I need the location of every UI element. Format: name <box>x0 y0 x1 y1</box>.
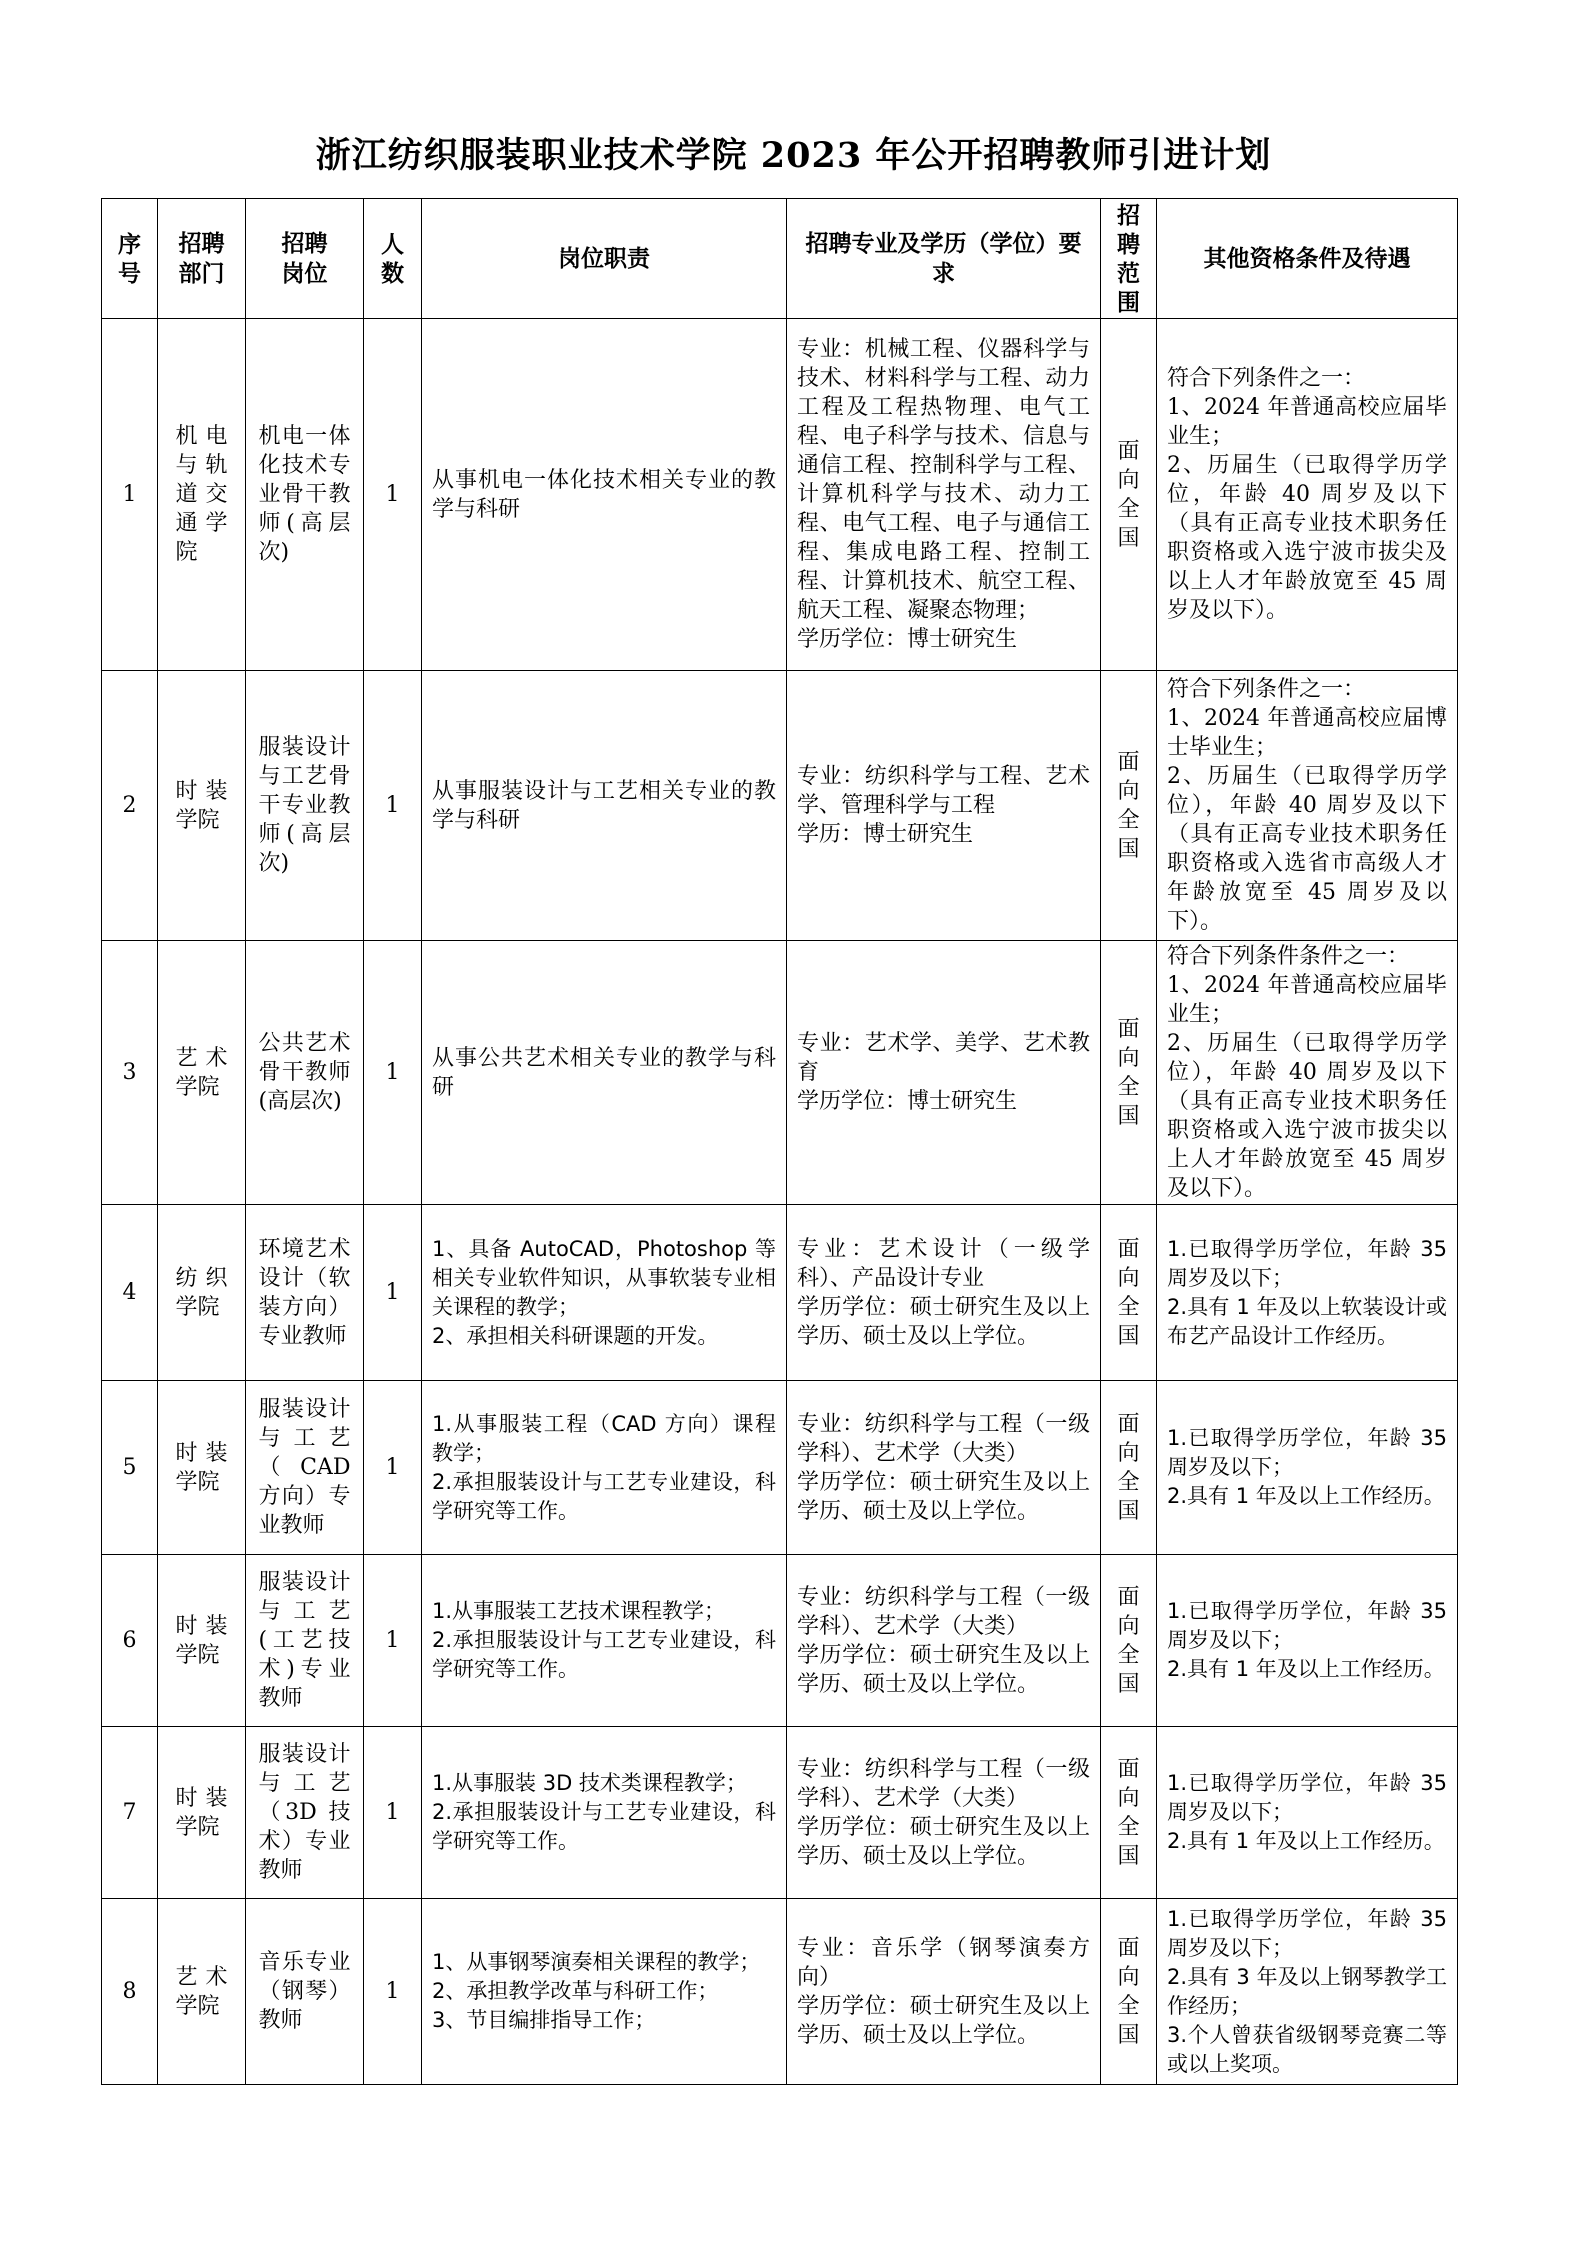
row-other: 1.已取得学历学位，年龄 35 周岁及以下； 2.具有 3 年及以上钢琴教学工作经历； 3.个人曾获省级钢琴竞赛二等或以上奖项。 <box>1157 1899 1458 2085</box>
row-duty: 从事公共艺术相关专业的教学与科研 <box>422 941 787 1205</box>
row-count: 1 <box>364 1727 422 1899</box>
row-other: 1.已取得学历学位，年龄 35 周岁及以下； 2.具有 1 年及以上工作经历。 <box>1157 1555 1458 1727</box>
row-major: 专业：机械工程、仪器科学与技术、材料科学与工程、动力工程及工程热物理、电气工程、电子科学与技术、信息与通信工程、控制科学与工程、计算机科学与技术、动力工程、电气工程、电子与通信工程、集成电路工程、控制工程、计算机技术、航空工程、航天工程、凝聚态物理； 学历学位：博士研究生 <box>787 319 1101 671</box>
row-post: 环境艺术设计（软装方向）专业教师 <box>246 1205 364 1381</box>
row-major: 专业：艺术学、美学、艺术教育 学历学位：博士研究生 <box>787 941 1101 1205</box>
header-post: 招聘岗位 <box>246 199 364 319</box>
row-dept: 时装学院 <box>158 1727 246 1899</box>
row-count: 1 <box>364 941 422 1205</box>
row-number: 4 <box>102 1205 158 1381</box>
row-dept: 时装学院 <box>158 1381 246 1555</box>
row-post: 服装设计与工艺(工艺技术)专业教师 <box>246 1555 364 1727</box>
row-count: 1 <box>364 1381 422 1555</box>
row-scope: 面向全国 <box>1101 1555 1157 1727</box>
row-other: 1.已取得学历学位，年龄 35 周岁及以下； 2.具有 1 年及以上工作经历。 <box>1157 1381 1458 1555</box>
row-post: 机电一体化技术专业骨干教师(高层次) <box>246 319 364 671</box>
row-dept: 时装学院 <box>158 671 246 941</box>
row-scope: 面向全国 <box>1101 1381 1157 1555</box>
row-major: 专业：纺织科学与工程（一级学科）、艺术学（大类） 学历学位：硕士研究生及以上学历、硕士及以上学位。 <box>787 1555 1101 1727</box>
row-number: 8 <box>102 1899 158 2085</box>
table-row <box>102 671 1458 941</box>
row-other: 符合下列条件条件之一： 1、2024 年普通高校应届毕业生； 2、历届生（已取得学历学位），年龄 40 周岁及以下（具有正高专业技术职务任职资格或入选宁波市拔尖以上人才年龄放宽至 45 周岁及以下）。 <box>1157 941 1458 1205</box>
row-duty: 从事服装设计与工艺相关专业的教学与科研 <box>422 671 787 941</box>
row-other: 1.已取得学历学位，年龄 35 周岁及以下； 2.具有 1 年及以上工作经历。 <box>1157 1727 1458 1899</box>
row-number: 2 <box>102 671 158 941</box>
row-scope: 面向全国 <box>1101 1727 1157 1899</box>
row-number: 7 <box>102 1727 158 1899</box>
header-count: 人数 <box>364 199 422 319</box>
row-number: 3 <box>102 941 158 1205</box>
header-major: 招聘专业及学历（学位）要求 <box>787 199 1101 319</box>
row-other: 符合下列条件之一： 1、2024 年普通高校应届博士毕业生； 2、历届生（已取得学历学位），年龄 40 周岁及以下（具有正高专业技术职务任职资格或入选省市高级人才年龄放宽至 45 周岁及以下）。 <box>1157 671 1458 941</box>
row-duty: 1.从事服装 3D 技术类课程教学； 2.承担服装设计与工艺专业建设，科学研究等工作。 <box>422 1727 787 1899</box>
table-row <box>102 1381 1458 1555</box>
row-major: 专业：纺织科学与工程、艺术学、管理科学与工程 学历：博士研究生 <box>787 671 1101 941</box>
row-count: 1 <box>364 319 422 671</box>
row-major: 专业：音乐学（钢琴演奏方向） 学历学位：硕士研究生及以上学历、硕士及以上学位。 <box>787 1899 1101 2085</box>
row-dept: 机电与轨道交通学院 <box>158 319 246 671</box>
recruitment-table <box>101 198 1458 2085</box>
row-count: 1 <box>364 1555 422 1727</box>
header-scope: 招聘范围 <box>1101 199 1157 319</box>
row-scope: 面向全国 <box>1101 1205 1157 1381</box>
row-scope: 面向全国 <box>1101 1899 1157 2085</box>
row-duty: 1.从事服装工艺技术课程教学； 2.承担服装设计与工艺专业建设，科学研究等工作。 <box>422 1555 787 1727</box>
row-major: 专业：纺织科学与工程（一级学科）、艺术学（大类） 学历学位：硕士研究生及以上学历、硕士及以上学位。 <box>787 1727 1101 1899</box>
row-post: 音乐专业（钢琴）教师 <box>246 1899 364 2085</box>
row-major: 专业：艺术设计（一级学科）、产品设计专业 学历学位：硕士研究生及以上学历、硕士及以上学位。 <box>787 1205 1101 1381</box>
row-post: 服装设计与工艺（3D 技术）专业教师 <box>246 1727 364 1899</box>
table-row <box>102 1727 1458 1899</box>
row-scope: 面向全国 <box>1101 671 1157 941</box>
row-scope: 面向全国 <box>1101 941 1157 1205</box>
row-duty: 1.从事服装工程（CAD 方向）课程教学； 2.承担服装设计与工艺专业建设，科学研究等工作。 <box>422 1381 787 1555</box>
row-post: 服装设计与工艺骨干专业教师(高层次) <box>246 671 364 941</box>
row-dept: 时装学院 <box>158 1555 246 1727</box>
row-other: 符合下列条件之一： 1、2024 年普通高校应届毕业生； 2、历届生（已取得学历学位，年龄 40 周岁及以下（具有正高专业技术职务任职资格或入选宁波市拔尖及以上人才年龄放宽至 45 周岁及以下）。 <box>1157 319 1458 671</box>
page-title: 浙江纺织服装职业技术学院 2023 年公开招聘教师引进计划 <box>315 135 1272 176</box>
row-dept: 艺术学院 <box>158 941 246 1205</box>
row-dept: 纺织学院 <box>158 1205 246 1381</box>
header-other: 其他资格条件及待遇 <box>1157 199 1458 319</box>
header-duty: 岗位职责 <box>422 199 787 319</box>
header-no: 序号 <box>102 199 158 319</box>
row-major: 专业：纺织科学与工程（一级学科）、艺术学（大类） 学历学位：硕士研究生及以上学历、硕士及以上学位。 <box>787 1381 1101 1555</box>
row-count: 1 <box>364 1205 422 1381</box>
row-dept: 艺术学院 <box>158 1899 246 2085</box>
row-other: 1.已取得学历学位，年龄 35 周岁及以下； 2.具有 1 年及以上软装设计或布艺产品设计工作经历。 <box>1157 1205 1458 1381</box>
table-row <box>102 1555 1458 1727</box>
table-row <box>102 1205 1458 1381</box>
header-row <box>102 199 1458 319</box>
table-row <box>102 941 1458 1205</box>
row-post: 公共艺术骨干教师(高层次) <box>246 941 364 1205</box>
row-duty: 1、具备 AutoCAD，Photoshop 等相关专业软件知识，从事软装专业相关课程的教学； 2、承担相关科研课题的开发。 <box>422 1205 787 1381</box>
table-row <box>102 319 1458 671</box>
row-scope: 面向全国 <box>1101 319 1157 671</box>
table-row <box>102 1899 1458 2085</box>
row-duty: 从事机电一体化技术相关专业的教学与科研 <box>422 319 787 671</box>
row-number: 6 <box>102 1555 158 1727</box>
header-dept: 招聘部门 <box>158 199 246 319</box>
row-duty: 1、从事钢琴演奏相关课程的教学； 2、承担教学改革与科研工作； 3、节目编排指导工作； <box>422 1899 787 2085</box>
row-number: 5 <box>102 1381 158 1555</box>
row-post: 服装设计与工艺（CAD 方向）专业教师 <box>246 1381 364 1555</box>
row-count: 1 <box>364 671 422 941</box>
row-number: 1 <box>102 319 158 671</box>
row-count: 1 <box>364 1899 422 2085</box>
